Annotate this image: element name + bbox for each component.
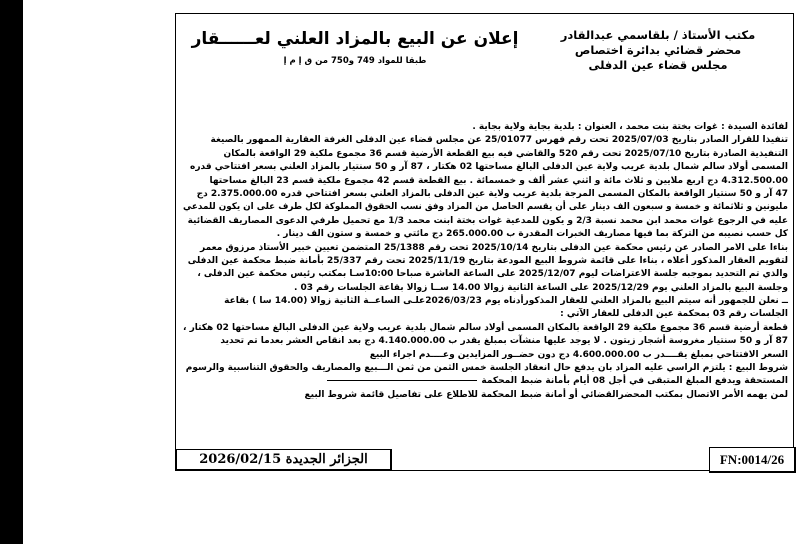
announcement-subtitle: طبقا للمواد 749 و750 من ق إ م إ [283,56,427,66]
body-line [183,148,788,161]
office-line-2: محضر قضائي بدائرة اختصاص [574,43,742,57]
body-line [183,389,788,402]
body-line-text: 4.312.500.00 دج اربع ملايين و ثلاث مائة و اثني عشر ألف و خمسمائة . بيع القطعة قسم 42 مجموع ملكية قسم 23 البالغ مساحتها [209,175,788,186]
body-line [183,215,788,228]
body-line-text: كل حسب نصيبه من التركة بما فيها مصاريف الخبرات المقدرة ب 265.000.00 دج مائتي و خمسة و ستون الف دينار . [276,229,788,240]
body-line [183,295,788,308]
body-line-text: لفائدة السيدة : غوات بختة بنت محمد ، العنوان : بلدية بجاية ولاية بجاية . [472,122,788,132]
body-line [183,188,788,201]
body-line [183,322,788,335]
body-line-text: شروط البيع : يلتزم الراسي عليه المزاد بان يدفع حال انعقاد الجلسة خمس الثمن من ثمن الـــبيع والمصاريف والحقوق التناسبية والرسوم [185,363,788,374]
body-line [183,201,788,214]
body-line-text: التنفيذية الصادرة بتاريخ 2025/07/10 تحت رقم 520 والقاضي فيه بيع القطعة الأرضية قسم 36 مجموع ملكية 29 الواقعة بالمكان [223,148,788,159]
announcement-body [183,121,788,402]
body-line-text: 47 آر و 50 سنتيار الواقعة بالمكان المسمى المرجة بلدية عريب ولاية عين الدفلى بالمزاد العلني بسعر افتتاحي قدره 2.375.000.00 دج [196,188,788,199]
body-line-text: المسمى أولاد سالم شمال بلدية عريب ولاية عين الدفلى البالغ مساحتها 02 هكتار ، 87 آر و 50 سنتيار بالمزاد العلني بسعر افتتاحي قدره [190,162,788,173]
body-line [183,349,788,362]
body-line-text: السعر الافتتاحي بمبلغ يقــــدر ب 4.600.000.00 دج دون حضــور المزايدين وعــــدم اجراء البيع [369,349,788,360]
body-line [183,308,788,321]
body-line-text: تنفيذا للقرار الصادر بتاريخ 2025/07/03 تحت رقم فهرس 25/01077 عن مجلس قضاء عين الدفلى الغرفة العقارية الممهور بالصيغة [210,135,788,146]
body-line-text: ــ نعلن للجمهور أنه سيتم البيع بالمزاد العلني للعقار المذكورأدناه يوم 2026/03/23علـى الساعــة الثانية زوالا (14.00 سا ) بقاعة [224,296,788,307]
body-line [183,268,788,281]
left-black-margin [0,0,23,544]
body-line-text: لمن يهمه الأمر الاتصال بمكتب المحضرالقضائي أو أمانة ضبط المحكمة للاطلاع على تفاصيل قائمة شروط البيع [304,389,788,400]
newspaper-date-box: الجزائر الجديدة 2026/02/15 [176,449,392,471]
body-line [183,335,788,348]
body-line [183,282,788,295]
body-line-text: بناءا على الامر الصادر عن رئيس محكمة عين الدفلى بتاريخ 2025/10/14 تحت رقم 25/1388 المتضمن تعيين خبير الأستاذ مرزوق معمر [200,242,788,253]
body-line [183,134,788,147]
body-line-text: لتقويم العقار المذكور أعلاه ، بناءا على قائمة شروط البيع المودعة بتاريخ 2025/11/19 تحت رقم 25/337 بأمانة ضبط محكمة عين الدفلى [187,255,788,266]
body-line [183,255,788,268]
file-number-box: FN:0014/26 [709,447,796,473]
body-line [183,242,788,255]
body-line [183,121,788,134]
body-line [183,161,788,174]
bailiff-office-header [543,28,773,73]
body-line [183,175,788,188]
body-line-text: مليونين و ثلاثمائة و خمسة و سبعون الف دينار على أن يقسم الحاصل من المزاد وفق نسب الحقوق المملوكة لكل طرف على ان يكون للمدعي [183,202,788,213]
body-line-text: والذي تم التحديد بموجبه جلسة الاعتراضات ليوم 2025/12/07 على الساعة العاشرة صباحا 10:00سـا بمكتب رئيس محكمة عين الدفلى ، [197,269,788,280]
office-line-3: مجلس قضاء عين الدفلى [588,58,728,72]
body-line-text: قطعة أرضية قسم 36 مجموع ملكية 29 الواقعة بالمكان المسمى أولاد سالم شمال بلدية عريب ولاية عين الدفلى البالغ مساحتها 02 هكتار ، [183,322,788,333]
announcement-title: إعلان عن البيع بالمزاد العلني لعــــــقار [191,29,519,49]
body-line [183,228,788,241]
body-line-text: المستحقة ويدفع المبلغ المتبقى في أجل 08 أيام بأمانة ضبط المحكمة [481,376,788,387]
body-line-with-rule [183,375,788,388]
announcement-heading [190,28,520,67]
body-line-text: الجلسات رقم 03 بمحكمة عين الدفلى للعقار الآتي : [560,309,788,320]
office-line-1: مكتب الأستاذ / بلقاسمي عبدالقادر [560,28,756,42]
body-line-text: وجلسة البيع بالمزاد العلني يوم 2025/12/29 على الساعة الثانية زوالا 14.00 ســا زوالا بقاعة الجلسات رقم 03 . [293,282,788,293]
body-line-text: 87 آر و 50 سنتيار مغروسة أشجار زيتون . لا يوجد عليها منشآت بمبلغ يقدر ب 4.140.000.00 دج بعد انقاص العشر بعدما تم تحديد [220,336,788,347]
body-line [183,362,788,375]
body-line-text: عليه في الرجوع غوات محمد ابن محمد نسبة 2/3 و يكون للمدعية غوات بختة ابنت محمد 1/3 مع تحميل طرفي الدعوى المصاريف القضائية [187,215,788,226]
separator-rule [327,380,477,381]
